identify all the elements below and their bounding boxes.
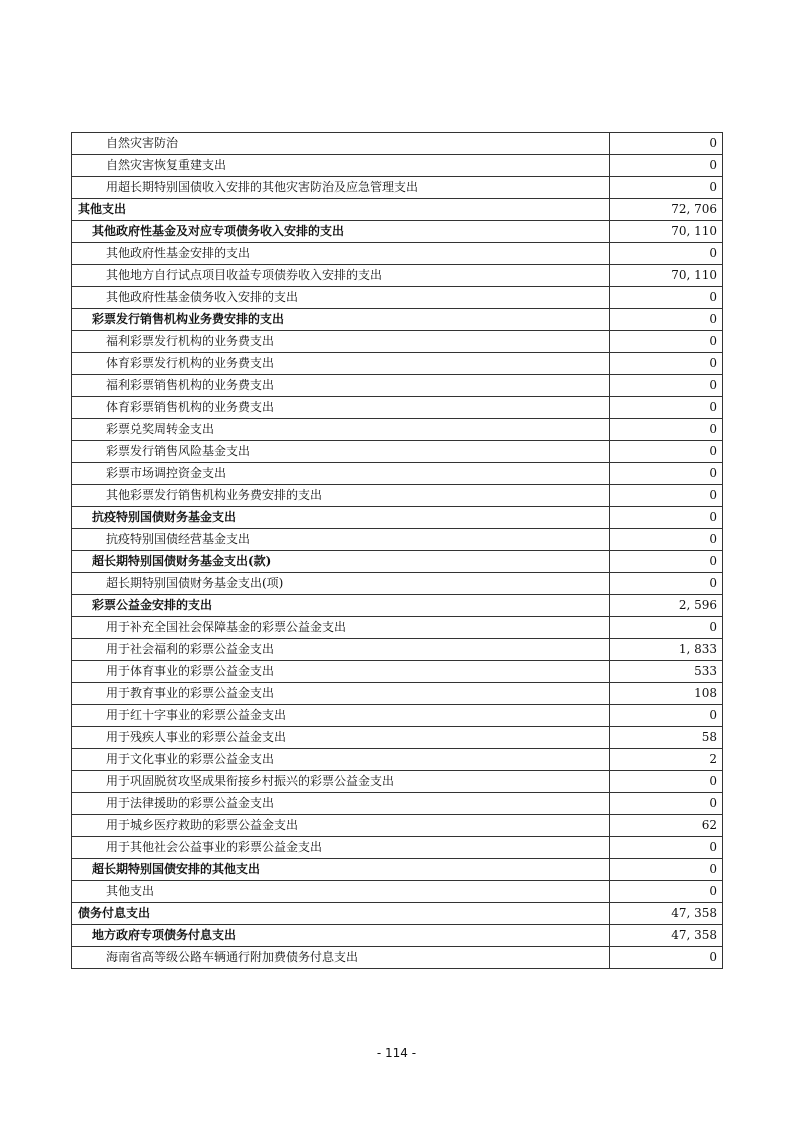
- row-value: 70, 110: [610, 221, 723, 243]
- row-value: 0: [610, 485, 723, 507]
- table-row: [72, 551, 723, 573]
- row-value: 0: [610, 155, 723, 177]
- budget-table-body: [72, 133, 723, 969]
- row-value: 47, 358: [610, 925, 723, 947]
- row-name: 用于补充全国社会保障基金的彩票公益金支出: [72, 617, 610, 639]
- row-name: 抗疫特别国债经营基金支出: [72, 529, 610, 551]
- row-value: 0: [610, 419, 723, 441]
- table-row: [72, 573, 723, 595]
- row-name: 用于文化事业的彩票公益金支出: [72, 749, 610, 771]
- row-value: 0: [610, 771, 723, 793]
- row-name: 体育彩票发行机构的业务费支出: [72, 353, 610, 375]
- row-name: 用于教育事业的彩票公益金支出: [72, 683, 610, 705]
- table-row: [72, 177, 723, 199]
- row-name: 其他彩票发行销售机构业务费安排的支出: [72, 485, 610, 507]
- row-value: 533: [610, 661, 723, 683]
- table-row: [72, 309, 723, 331]
- table-row: [72, 617, 723, 639]
- row-value: 2: [610, 749, 723, 771]
- table-row: [72, 419, 723, 441]
- row-value: 0: [610, 177, 723, 199]
- table-row: [72, 375, 723, 397]
- row-name: 超长期特别国债财务基金支出(款): [72, 551, 610, 573]
- row-name: 其他政府性基金及对应专项债务收入安排的支出: [72, 221, 610, 243]
- table-row: [72, 199, 723, 221]
- table-row: [72, 815, 723, 837]
- table-row: [72, 463, 723, 485]
- row-value: 2, 596: [610, 595, 723, 617]
- row-value: 0: [610, 375, 723, 397]
- row-name: 用于社会福利的彩票公益金支出: [72, 639, 610, 661]
- row-value: 0: [610, 573, 723, 595]
- row-value: 0: [610, 837, 723, 859]
- table-row: [72, 353, 723, 375]
- row-name: 彩票兑奖周转金支出: [72, 419, 610, 441]
- row-name: 用于法律援助的彩票公益金支出: [72, 793, 610, 815]
- row-name: 用超长期特别国债收入安排的其他灾害防治及应急管理支出: [72, 177, 610, 199]
- table-row: [72, 925, 723, 947]
- row-name: 福利彩票发行机构的业务费支出: [72, 331, 610, 353]
- row-name: 其他支出: [72, 881, 610, 903]
- table-row: [72, 485, 723, 507]
- row-value: 0: [610, 309, 723, 331]
- table-row: [72, 265, 723, 287]
- row-name: 超长期特别国债财务基金支出(项): [72, 573, 610, 595]
- table-row: [72, 287, 723, 309]
- row-value: 0: [610, 859, 723, 881]
- row-name: 彩票发行销售风险基金支出: [72, 441, 610, 463]
- table-row: [72, 507, 723, 529]
- table-row: [72, 859, 723, 881]
- row-name: 海南省高等级公路车辆通行附加费债务付息支出: [72, 947, 610, 969]
- row-value: 0: [610, 243, 723, 265]
- table-row: [72, 683, 723, 705]
- table-row: [72, 749, 723, 771]
- row-name: 其他政府性基金安排的支出: [72, 243, 610, 265]
- table-row: [72, 441, 723, 463]
- row-name: 用于巩固脱贫攻坚成果衔接乡村振兴的彩票公益金支出: [72, 771, 610, 793]
- row-name: 用于城乡医疗救助的彩票公益金支出: [72, 815, 610, 837]
- row-value: 0: [610, 705, 723, 727]
- table-row: [72, 639, 723, 661]
- table-row: [72, 727, 723, 749]
- table-row: [72, 947, 723, 969]
- row-value: 0: [610, 331, 723, 353]
- row-value: 0: [610, 287, 723, 309]
- row-value: 58: [610, 727, 723, 749]
- row-name: 用于残疾人事业的彩票公益金支出: [72, 727, 610, 749]
- row-name: 用于其他社会公益事业的彩票公益金支出: [72, 837, 610, 859]
- row-name: 地方政府专项债务付息支出: [72, 925, 610, 947]
- table-row: [72, 133, 723, 155]
- row-value: 0: [610, 397, 723, 419]
- budget-table: [71, 132, 723, 969]
- row-value: 0: [610, 507, 723, 529]
- table-row: [72, 793, 723, 815]
- row-value: 0: [610, 793, 723, 815]
- row-value: 0: [610, 617, 723, 639]
- row-name: 自然灾害恢复重建支出: [72, 155, 610, 177]
- row-value: 0: [610, 353, 723, 375]
- row-name: 体育彩票销售机构的业务费支出: [72, 397, 610, 419]
- row-value: 0: [610, 133, 723, 155]
- row-value: 70, 110: [610, 265, 723, 287]
- row-name: 其他政府性基金债务收入安排的支出: [72, 287, 610, 309]
- row-name: 债务付息支出: [72, 903, 610, 925]
- table-row: [72, 243, 723, 265]
- row-name: 彩票市场调控资金支出: [72, 463, 610, 485]
- table-row: [72, 881, 723, 903]
- row-name: 抗疫特别国债财务基金支出: [72, 507, 610, 529]
- row-value: 1, 833: [610, 639, 723, 661]
- table-row: [72, 529, 723, 551]
- row-value: 0: [610, 947, 723, 969]
- row-value: 0: [610, 441, 723, 463]
- table-row: [72, 771, 723, 793]
- row-name: 其他地方自行试点项目收益专项债券收入安排的支出: [72, 265, 610, 287]
- table-row: [72, 155, 723, 177]
- row-value: 62: [610, 815, 723, 837]
- row-value: 0: [610, 463, 723, 485]
- row-name: 用于红十字事业的彩票公益金支出: [72, 705, 610, 727]
- table-row: [72, 837, 723, 859]
- row-name: 其他支出: [72, 199, 610, 221]
- table-row: [72, 705, 723, 727]
- page-number: - 114 -: [376, 1046, 417, 1060]
- row-name: 用于体育事业的彩票公益金支出: [72, 661, 610, 683]
- row-name: 自然灾害防治: [72, 133, 610, 155]
- table-row: [72, 661, 723, 683]
- row-value: 72, 706: [610, 199, 723, 221]
- row-value: 47, 358: [610, 903, 723, 925]
- table-row: [72, 331, 723, 353]
- row-value: 0: [610, 529, 723, 551]
- row-name: 彩票发行销售机构业务费安排的支出: [72, 309, 610, 331]
- row-value: 0: [610, 881, 723, 903]
- table-row: [72, 903, 723, 925]
- row-value: 108: [610, 683, 723, 705]
- table-row: [72, 595, 723, 617]
- row-value: 0: [610, 551, 723, 573]
- table-row: [72, 397, 723, 419]
- row-name: 彩票公益金安排的支出: [72, 595, 610, 617]
- row-name: 超长期特别国债安排的其他支出: [72, 859, 610, 881]
- row-name: 福利彩票销售机构的业务费支出: [72, 375, 610, 397]
- table-row: [72, 221, 723, 243]
